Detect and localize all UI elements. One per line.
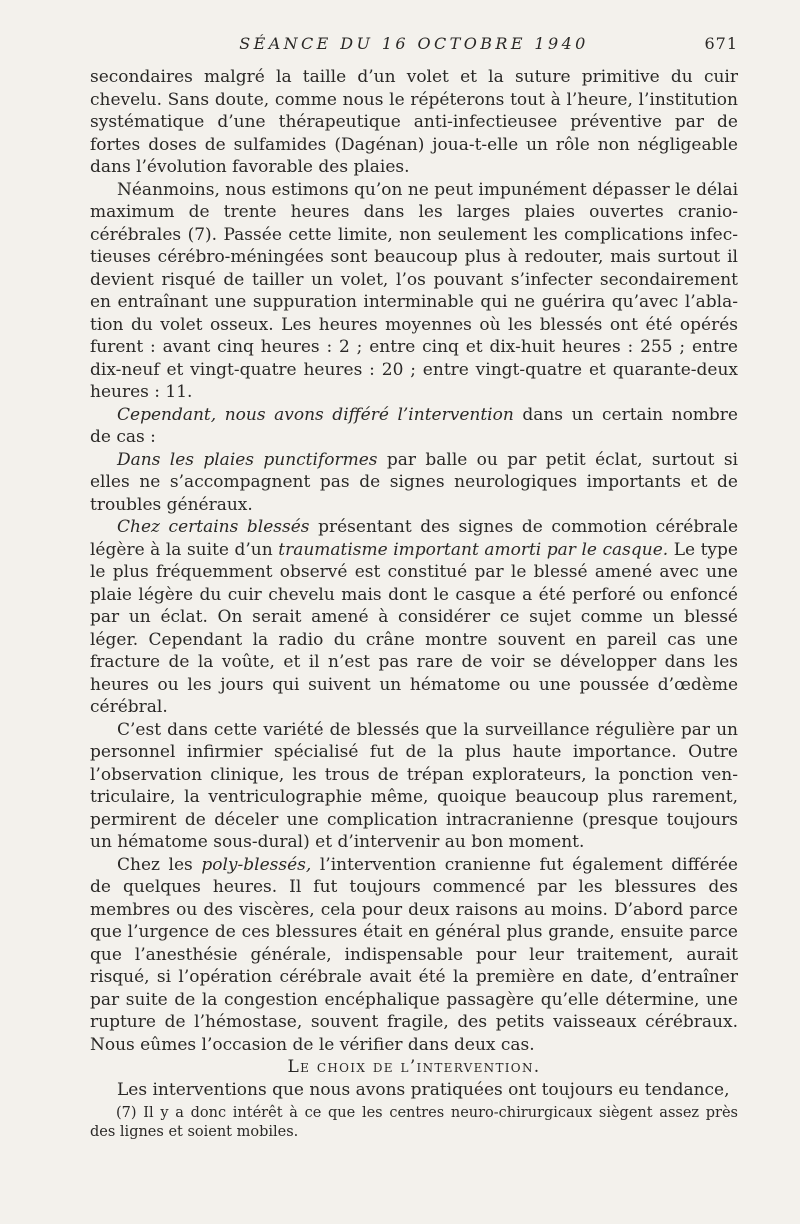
page-number: 671	[704, 34, 738, 53]
italic-phrase: poly-blessés,	[201, 854, 312, 875]
paragraph-text: présentant des signes de commotion cérébrale légère à la suite d’un	[90, 517, 739, 560]
italic-phrase: Chez certains blessés	[117, 517, 310, 537]
italic-phrase: Cependant, nous avons différé l’intervention	[117, 404, 514, 425]
italic-phrase: traumatisme important amorti par le casque.	[278, 539, 669, 560]
italic-phrase: Dans les plaies punctiformes	[117, 449, 378, 470]
footnote: (7) Il y a donc intérêt à ce que les centres neuro-chirurgicaux siègent assez près des lignes et soient mobiles.	[90, 1105, 738, 1140]
paragraph-text: par balle ou par petit éclat, surtout si elles ne s’accompagnent pas de signes neurologiques importants et de troubles généraux.	[90, 449, 738, 515]
paragraph-7	[90, 854, 738, 1057]
running-head: SÉANCE DU 16 OCTOBRE 1940	[239, 34, 589, 53]
section-heading: Le choix de l’intervention.	[287, 1057, 541, 1077]
paragraph-1: secondaires malgré la taille d’un volet et la suture primitive du cuir chevelu. Sans doute, comme nous le répéterons tout à l’heure, l’institution systématique d’une thérapeutique anti-infectieusee préventive par de fortes doses de sulfamides (Dagénan) joua-t-elle un rôle non négligeable dans l’évolution favorable des plaies.	[90, 67, 738, 177]
paragraph-text: Chez les	[117, 854, 202, 875]
body-text	[90, 66, 738, 1101]
paragraph-8: Les interventions que nous avons pratiquées ont toujours eu tendance,	[117, 1079, 730, 1100]
paragraph-text: Le type le plus fréquemment observé est constitué par le blessé amené avec une plaie légère du cuir chevelu mais dont le casque a été perforé ou enfoncé par un éclat. On serait amené à considérer ce sujet comme un blessé léger. Cependant la radio du crâne montre souvent en pareil cas une fracture de la voûte, et il n’est pas rare de voir se développer dans les heures ou les jours qui suivent un hématome ou une poussée d’œdème cérébral.	[90, 539, 738, 717]
paragraph-3	[90, 404, 738, 449]
paragraph-6: C’est dans cette variété de blessés que la surveillance régulière par un personnel infirmier spécialisé fut de la plus haute importance. Outre l’observation clinique, les trous de trépan explorateurs, la ponction ven-triculaire, la ventriculographie même, quoique beaucoup plus rarement, permirent de déceler une complication intracranienne (presque toujours un hématome sous-dural) et d’intervenir au bon moment.	[90, 719, 738, 852]
paragraph-4	[90, 449, 738, 517]
paragraph-2: Néanmoins, nous estimons qu’on ne peut impunément dépasser le délai maximum de trente heures dans les larges plaies ouvertes cranio-cérébrales (7). Passée cette limite, non seulement les complications infec-tieuses cérébro-méningées sont beaucoup plus à redouter, mais surtout il devient risqué de tailler un volet, l’os pouvant s’infecter secondairement en entraînant une suppuration interminable qui ne guérira qu’avec l’abla-tion du volet osseux. Les heures moyennes où les blessés ont été opérés furent : avant cinq heures : 2 ; entre cinq et dix-huit heures : 255 ; entre dix-neuf et vingt-quatre heures : 20 ; entre vingt-quatre et quarante-deux heures : 11.	[90, 179, 739, 402]
paragraph-text: l’intervention cranienne fut également différée de quelques heures. Il fut toujours commencé par les blessures des membres ou des viscères, cela pour deux raisons au moins. D’abord parce que l’urgence de ces blessures était en général plus grande, ensuite parce que l’anesthésie générale, indispensable pour leur traitement, aurait risqué, si l’opération cérébrale avait été la première en date, d’entraîner par suite de la congestion encéphalique passagère qu’elle détermine, une rupture de l’hémostase, souvent fragile, des petits vaisseaux cérébraux. Nous eûmes l’occasion de le vérifier dans deux cas.	[90, 854, 738, 1055]
page-header	[90, 30, 738, 58]
paragraph-text: dans un certain nombre de cas :	[90, 404, 738, 447]
paragraph-5	[90, 516, 738, 719]
